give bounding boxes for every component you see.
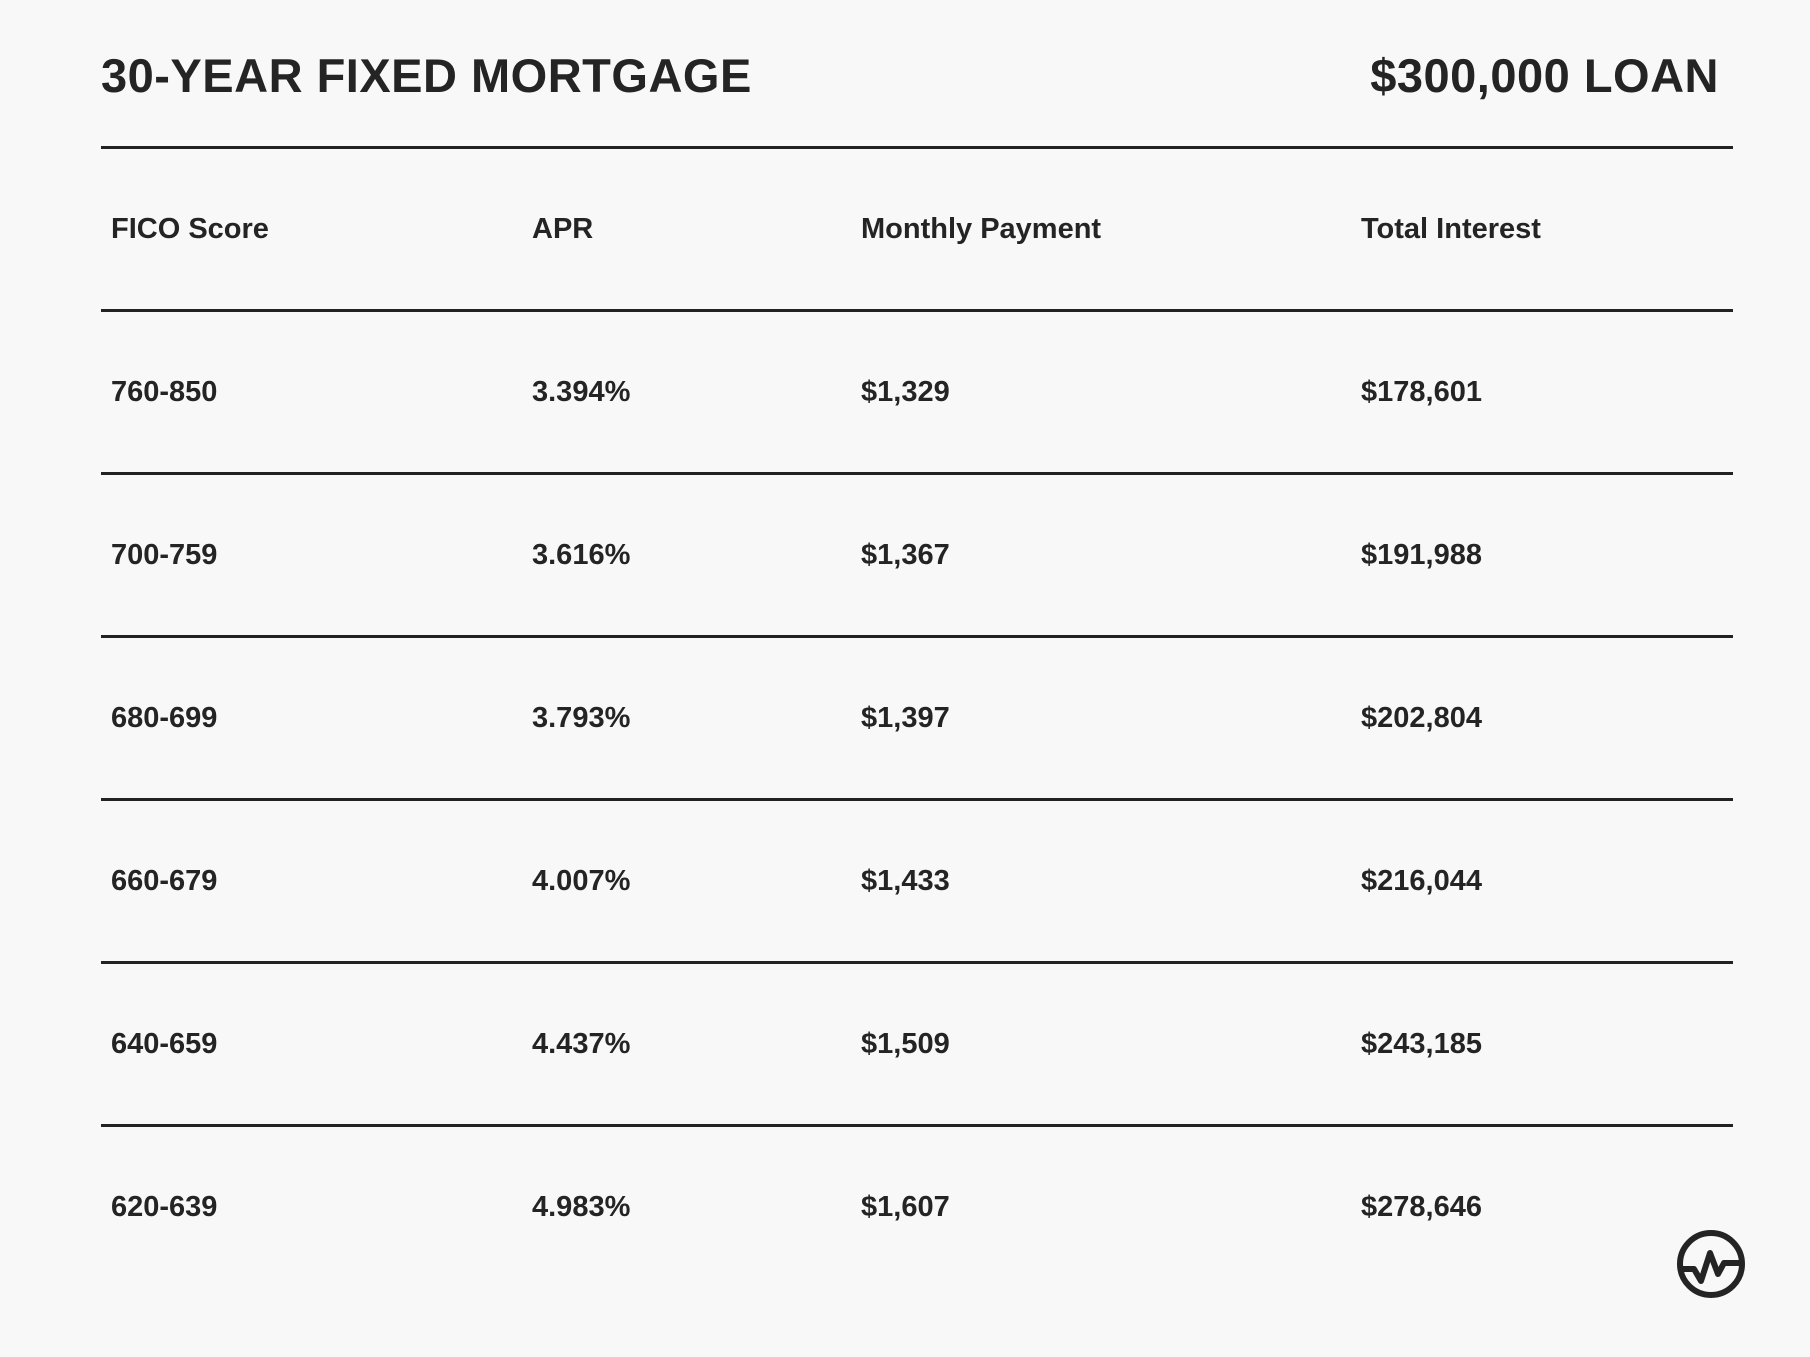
table-row bbox=[101, 309, 1733, 472]
mortgage-table bbox=[101, 146, 1733, 1287]
fico-cell: 660-679 bbox=[111, 864, 218, 897]
total-interest-cell: $243,185 bbox=[1361, 1027, 1482, 1060]
monthly-payment-cell: $1,397 bbox=[861, 701, 950, 734]
monthly-payment-cell: $1,329 bbox=[861, 375, 950, 408]
fico-cell: 640-659 bbox=[111, 1027, 218, 1060]
table-header bbox=[101, 40, 1719, 110]
apr-cell: 4.007% bbox=[532, 864, 631, 897]
table-row bbox=[101, 1124, 1733, 1287]
chart-subtitle: $300,000 LOAN bbox=[1370, 48, 1719, 102]
wave-circle-logo-icon bbox=[1676, 1229, 1746, 1299]
monthly-payment-cell: $1,433 bbox=[861, 864, 950, 897]
table-row bbox=[101, 635, 1733, 798]
chart-title: 30-YEAR FIXED MORTGAGE bbox=[101, 48, 752, 102]
column-header-row bbox=[101, 146, 1733, 309]
fico-cell: 620-639 bbox=[111, 1190, 218, 1223]
monthly-payment-cell: $1,509 bbox=[861, 1027, 950, 1060]
apr-cell: 3.793% bbox=[532, 701, 631, 734]
fico-cell: 760-850 bbox=[111, 375, 218, 408]
column-header-fico: FICO Score bbox=[111, 212, 269, 245]
table-row bbox=[101, 472, 1733, 635]
table-row bbox=[101, 961, 1733, 1124]
total-interest-cell: $178,601 bbox=[1361, 375, 1482, 408]
total-interest-cell: $191,988 bbox=[1361, 538, 1482, 571]
apr-cell: 3.616% bbox=[532, 538, 631, 571]
apr-cell: 4.437% bbox=[532, 1027, 631, 1060]
monthly-payment-cell: $1,607 bbox=[861, 1190, 950, 1223]
column-header-monthly-payment: Monthly Payment bbox=[861, 212, 1102, 245]
fico-cell: 700-759 bbox=[111, 538, 218, 571]
apr-cell: 3.394% bbox=[532, 375, 631, 408]
apr-cell: 4.983% bbox=[532, 1190, 631, 1223]
total-interest-cell: $216,044 bbox=[1361, 864, 1482, 897]
column-header-apr: APR bbox=[532, 212, 594, 245]
table-row bbox=[101, 798, 1733, 961]
column-header-total-interest: Total Interest bbox=[1361, 212, 1541, 245]
fico-cell: 680-699 bbox=[111, 701, 218, 734]
total-interest-cell: $202,804 bbox=[1361, 701, 1482, 734]
total-interest-cell: $278,646 bbox=[1361, 1190, 1482, 1223]
monthly-payment-cell: $1,367 bbox=[861, 538, 950, 571]
